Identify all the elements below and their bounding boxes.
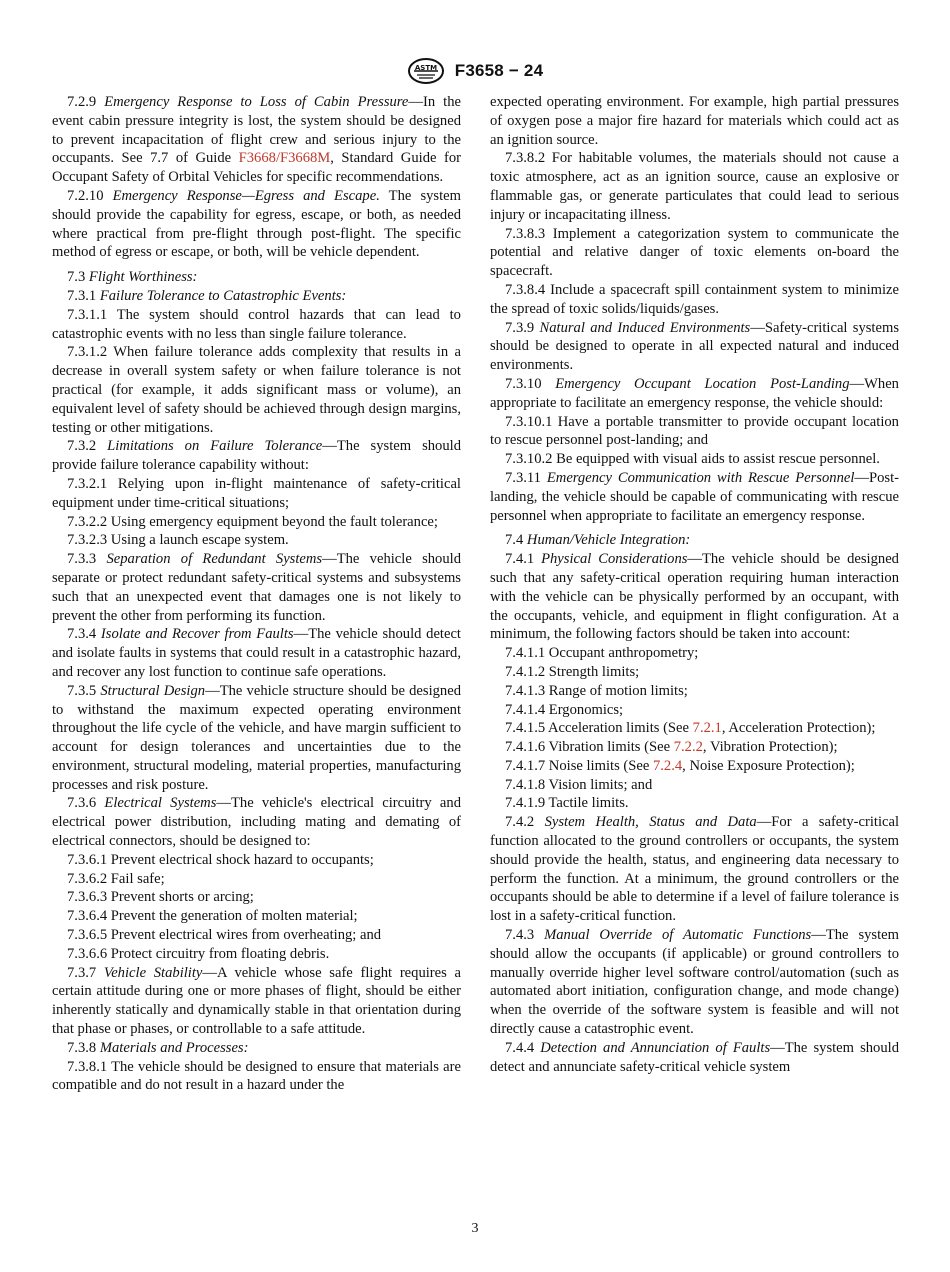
section-number: 7.2.9 bbox=[67, 94, 97, 110]
section-number: 7.3.6.3 bbox=[67, 889, 108, 906]
section-number: 7.4.3 bbox=[505, 927, 535, 944]
section-title: Structural Design bbox=[100, 682, 206, 699]
paragraph-text: expected operating environment. For example, high partial pressures of oxygen pose a major fire hazard for materials which could act as an ignition source. bbox=[490, 94, 899, 148]
paragraph-text: Range of motion limits; bbox=[548, 682, 688, 699]
paragraph bbox=[52, 964, 461, 1039]
paragraph-text: —For a safety-critical function allocated to the ground controllers or occupants, the system should provide the health, status, and engineering data necessary to perform the function. At a minimum, the ground controllers or the occupants should be able to determine if a level of failure tolerance is lost in a safety-critical function. bbox=[490, 814, 900, 925]
paragraph bbox=[52, 794, 461, 850]
section-title: Emergency Communication with Rescue Personnel bbox=[546, 469, 855, 486]
paragraph bbox=[490, 225, 899, 281]
section-number: 7.3 bbox=[67, 269, 86, 286]
section-title: Electrical Systems bbox=[104, 795, 217, 812]
paragraph-text: —The system should provide failure tolerance capability without: bbox=[52, 438, 461, 474]
paragraph bbox=[52, 93, 461, 187]
paragraph bbox=[490, 319, 899, 375]
paragraph-text: Relying upon in-flight maintenance of safety-critical equipment under time-critical situations; bbox=[52, 475, 461, 511]
section-number: 7.4.1.1 bbox=[505, 645, 546, 662]
paragraph bbox=[490, 682, 899, 701]
paragraph-text: —The system should detect and annunciate safety-critical vehicle system bbox=[490, 1039, 899, 1075]
section-number: 7.3.7 bbox=[67, 964, 97, 981]
paragraph-text: —In the event cabin pressure integrity is lost, the system should be designed to prevent incapacitation of flight crew and serious injury to the occupants. See 7.7 of Guide bbox=[52, 94, 461, 167]
paragraph bbox=[52, 926, 461, 945]
paragraph-text: The vehicle should be designed to ensure that materials are compatible and do not result in a hazard under the bbox=[52, 1058, 461, 1094]
paragraph-text: Vibration limits (See bbox=[548, 739, 674, 756]
paragraph-text: Occupant anthropometry; bbox=[548, 645, 699, 662]
paragraph bbox=[52, 268, 461, 287]
paragraph bbox=[490, 413, 899, 451]
section-title: Flight Worthiness: bbox=[88, 269, 198, 286]
paragraph-text: Be equipped with visual aids to assist rescue personnel. bbox=[556, 451, 880, 468]
section-title: Emergency Response—Egress and Escape. bbox=[112, 187, 380, 204]
paragraph-text: —The vehicle structure should be designed to withstand the maximum expected operating environment throughout the life cycle of the vehicle, and have margin sufficient to account for design tolerances and uncertainties due to the environment, structural modeling, material properties, manufacturing processes and risk posture. bbox=[52, 682, 462, 793]
paragraph-text: Using emergency equipment beyond the fault tolerance; bbox=[110, 513, 438, 530]
paragraph-text: Acceleration limits (See bbox=[547, 720, 693, 737]
paragraph bbox=[52, 888, 461, 907]
paragraph bbox=[52, 1058, 461, 1096]
paragraph bbox=[490, 926, 899, 1039]
paragraph-text: Prevent the generation of molten material; bbox=[110, 908, 358, 925]
section-number: 7.3.9 bbox=[505, 319, 535, 336]
section-number: 7.3.5 bbox=[67, 682, 97, 699]
paragraph-text: , Vibration Protection); bbox=[702, 739, 838, 756]
paragraph-text: Using a launch escape system. bbox=[110, 532, 289, 549]
section-number: 7.3.2.3 bbox=[67, 532, 108, 549]
paragraph bbox=[490, 701, 899, 720]
paragraph-text: Include a spacecraft spill containment system to minimize the spread of toxic solids/liquids/gases. bbox=[490, 281, 899, 317]
paragraph-text: Ergonomics; bbox=[548, 701, 624, 718]
section-number: 7.4.1.8 bbox=[505, 776, 546, 793]
section-number: 7.3.6.2 bbox=[67, 870, 108, 887]
section-number: 7.4.4 bbox=[505, 1039, 535, 1056]
paragraph bbox=[490, 644, 899, 663]
section-number: 7.3.6.5 bbox=[67, 927, 108, 944]
section-number: 7.3.1.1 bbox=[67, 306, 108, 323]
paragraph-text: Implement a categorization system to communicate the potential and relative danger of toxic elements on-board the spacecraft. bbox=[490, 225, 900, 280]
paragraph bbox=[52, 513, 461, 532]
paragraph bbox=[52, 187, 461, 262]
section-number: 7.4.1.5 bbox=[505, 720, 546, 737]
paragraph-text: , Noise Exposure Protection); bbox=[682, 757, 855, 774]
standard-designation: F3658 − 24 bbox=[454, 61, 544, 80]
section-number: 7.3.8.3 bbox=[505, 225, 546, 242]
paragraph bbox=[490, 93, 899, 149]
section-title: Separation of Redundant Systems bbox=[106, 551, 323, 568]
paragraph bbox=[52, 945, 461, 964]
section-number: 7.3.6.1 bbox=[67, 851, 108, 868]
reference-link[interactable]: 7.2.4 bbox=[652, 757, 683, 774]
section-number: 7.4.1.2 bbox=[505, 663, 546, 680]
section-title: System Health, Status and Data bbox=[544, 814, 757, 831]
paragraph bbox=[52, 682, 461, 795]
astm-logo-icon bbox=[407, 58, 445, 84]
section-title: Physical Considerations bbox=[541, 551, 688, 568]
section-number: 7.3.10 bbox=[505, 375, 542, 392]
paragraph bbox=[490, 776, 899, 795]
page-header bbox=[0, 58, 950, 84]
section-title: Detection and Annunciation of Faults bbox=[540, 1039, 771, 1056]
paragraph bbox=[52, 306, 461, 344]
paragraph-text: Fail safe; bbox=[110, 870, 165, 887]
paragraph bbox=[52, 625, 461, 681]
paragraph-text: For habitable volumes, the materials should not cause a toxic atmosphere, act as an ignition source, cause an explosive or flammable gas, or generate particulates that could lead to serious injury or incapacitating illness. bbox=[490, 150, 899, 223]
section-number: 7.3.8 bbox=[67, 1039, 97, 1056]
section-number: 7.3.1.2 bbox=[67, 344, 108, 361]
section-number: 7.3.4 bbox=[67, 626, 97, 643]
paragraph-text: —Safety-critical systems should be designed to operate in all expected natural and induced environments. bbox=[490, 319, 899, 374]
section-number: 7.3.2 bbox=[67, 438, 97, 455]
reference-link[interactable]: 7.2.2 bbox=[673, 739, 703, 756]
paragraph bbox=[490, 663, 899, 682]
paragraph bbox=[52, 343, 461, 437]
paragraph-text: —A vehicle whose safe flight requires a certain attitude during one or more phases of flight, should be either inherently statically and dynamically stable in that orientation during that phase or phases, or controllable to a safe attitude. bbox=[52, 964, 462, 1038]
section-number: 7.4.1.9 bbox=[505, 795, 546, 812]
paragraph bbox=[490, 469, 899, 525]
section-title: Manual Override of Automatic Functions bbox=[544, 927, 812, 944]
page-number: 3 bbox=[471, 1221, 479, 1236]
paragraph-text: Prevent electrical wires from overheating; and bbox=[110, 927, 382, 944]
paragraph bbox=[52, 475, 461, 513]
paragraph bbox=[490, 757, 899, 776]
paragraph-text: —The vehicle's electrical circuitry and electrical power distribution, including mating and demating of electrical connectors, should be designed to: bbox=[52, 795, 461, 850]
section-number: 7.3.6.4 bbox=[67, 908, 108, 925]
svg-text:ASTM: ASTM bbox=[414, 64, 437, 72]
section-number: 7.3.6.6 bbox=[67, 945, 108, 962]
reference-link[interactable]: 7.2.1 bbox=[692, 720, 722, 737]
reference-link[interactable]: F3668/F3668M bbox=[238, 150, 331, 167]
right-column bbox=[490, 93, 899, 1076]
paragraph bbox=[490, 281, 899, 319]
section-title: Materials and Processes: bbox=[99, 1039, 249, 1056]
paragraph bbox=[490, 149, 899, 224]
left-column bbox=[52, 93, 461, 1095]
paragraph bbox=[52, 907, 461, 926]
paragraph bbox=[490, 719, 899, 738]
paragraph-text: —The vehicle should be designed such that any safety-critical operation requiring human interaction with the vehicle can be physically performed by an occupant, with the occupants, vehicle, and equipment in flight configuration. At a minimum, the following factors should be taken into account: bbox=[490, 551, 899, 643]
paragraph-text: Protect circuitry from floating debris. bbox=[110, 945, 330, 962]
paragraph-text: Have a portable transmitter to provide occupant location to rescue personnel post-landing; and bbox=[490, 413, 899, 449]
paragraph-text: Vision limits; and bbox=[548, 776, 653, 793]
paragraph-text: When failure tolerance adds complexity that results in a decrease in overall system safety or when failure tolerance is not practical (for example, it adds significant mass or volume), an equivalent level of safety should be achieved through design margins, testing or other mitigations. bbox=[52, 344, 461, 436]
section-number: 7.3.2.1 bbox=[67, 475, 108, 492]
paragraph-text: Prevent shorts or arcing; bbox=[110, 889, 254, 906]
paragraph-text: Strength limits; bbox=[548, 663, 640, 680]
paragraph bbox=[490, 738, 899, 757]
paragraph-text: —The vehicle should separate or protect redundant safety-critical systems and subsystems such that an unexpected event that damages one is not likely to prevent the other from performing its function. bbox=[52, 551, 462, 624]
paragraph bbox=[490, 375, 899, 413]
paragraph-text: Prevent electrical shock hazard to occupants; bbox=[110, 851, 374, 868]
paragraph bbox=[490, 1039, 899, 1077]
paragraph-text: —Post-landing, the vehicle should be capable of communicating with rescue personnel when appropriate to facilitate an emergency response. bbox=[490, 469, 900, 524]
section-number: 7.3.8.1 bbox=[67, 1058, 108, 1075]
paragraph-text: The system should control hazards that can lead to catastrophic events with no less than single failure tolerance. bbox=[52, 306, 461, 342]
paragraph bbox=[490, 813, 899, 926]
paragraph bbox=[490, 550, 899, 644]
section-title: Natural and Induced Environments bbox=[539, 319, 751, 336]
paragraph-text: —The vehicle should detect and isolate faults in systems that could result in a catastrophic hazard, and recover any lost function to continue safe operations. bbox=[52, 626, 461, 680]
section-number: 7.4.1.6 bbox=[505, 739, 546, 756]
paragraph bbox=[52, 531, 461, 550]
paragraph bbox=[52, 870, 461, 889]
section-title: Isolate and Recover from Faults bbox=[100, 626, 294, 643]
section-number: 7.4.1 bbox=[505, 551, 535, 568]
paragraph bbox=[490, 794, 899, 813]
section-number: 7.3.1 bbox=[67, 287, 97, 304]
section-title: Human/Vehicle Integration: bbox=[526, 532, 691, 549]
paragraph-text: —When appropriate to facilitate an emergency response, the vehicle should: bbox=[490, 375, 899, 411]
section-number: 7.4.1.7 bbox=[505, 757, 546, 774]
paragraph bbox=[490, 450, 899, 469]
section-title: Vehicle Stability bbox=[103, 964, 203, 981]
section-number: 7.4.1.4 bbox=[505, 701, 546, 718]
section-number: 7.3.3 bbox=[67, 551, 97, 568]
paragraph bbox=[52, 437, 461, 475]
section-title: Emergency Response to Loss of Cabin Pressure bbox=[104, 94, 409, 110]
paragraph-text: The system should provide the capability for egress, escape, or both, as needed where practical from pre-flight through post-flight. The specific method of egress or escape, or both, will be vehicle dependent. bbox=[52, 187, 461, 261]
paragraph bbox=[52, 287, 461, 306]
paragraph bbox=[52, 1039, 461, 1058]
section-number: 7.3.6 bbox=[67, 795, 97, 812]
section-number: 7.3.10.1 bbox=[505, 413, 553, 430]
paragraph-text: Tactile limits. bbox=[548, 795, 629, 812]
section-number: 7.3.10.2 bbox=[505, 451, 553, 468]
section-number: 7.4 bbox=[505, 532, 524, 549]
paragraph-text: —The system should allow the occupants (if applicable) or ground controllers to manually override higher level software control/automation (such as automated abort initiation, configuration change, and mode change) when the override of the software system is feasible and will not directly cause a catastrophic event. bbox=[490, 927, 899, 1038]
paragraph-text: Noise limits (See bbox=[548, 757, 653, 774]
section-number: 7.3.2.2 bbox=[67, 513, 108, 530]
section-number: 7.3.8.2 bbox=[505, 150, 546, 167]
paragraph bbox=[52, 550, 461, 625]
section-title: Limitations on Failure Tolerance bbox=[107, 438, 323, 455]
section-number: 7.3.8.4 bbox=[505, 281, 546, 298]
section-number: 7.4.2 bbox=[505, 814, 535, 831]
paragraph bbox=[490, 531, 899, 550]
paragraph-text: , Acceleration Protection); bbox=[721, 720, 876, 737]
section-title: Emergency Occupant Location Post-Landing bbox=[555, 375, 850, 392]
section-number: 7.4.1.3 bbox=[505, 682, 546, 699]
paragraph bbox=[52, 851, 461, 870]
section-title: Failure Tolerance to Catastrophic Events: bbox=[99, 287, 347, 304]
section-number: 7.2.10 bbox=[67, 187, 104, 204]
section-number: 7.3.11 bbox=[505, 469, 541, 486]
paragraph-text: , Standard Guide for Occupant Safety of Orbital Vehicles for specific recommendations. bbox=[52, 150, 461, 186]
